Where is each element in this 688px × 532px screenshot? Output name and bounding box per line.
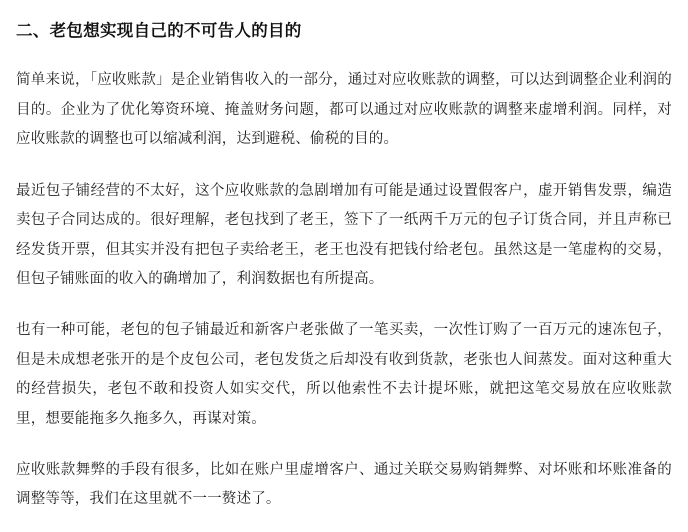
paragraph-1: 简单来说，「应收账款」是企业销售收入的一部分，通过对应收账款的调整，可以达到调整企业利润的目的。企业为了优化筹资环境、掩盖财务问题，都可以通过对应收账款的调整来虚增利润。同样，对应收账款的调整也可以缩减利润，达到避税、偷税的目的。 (16, 72, 672, 148)
paragraph-3: 也有一种可能，老包的包子铺最近和新客户老张做了一笔买卖，一次性订购了一百万元的速冻包子，但是未成想老张开的是个皮包公司，老包发货之后却没有收到货款，老张也人间蒸发。面对这种重大的经营损失，老包不敢和投资人如实交代，所以他索性不去计提坏账，就把这笔交易放在应收账款里，想要能拖多久拖多久，再谋对策。 (16, 322, 672, 427)
paragraph-4: 应收账款舞弊的手段有很多，比如在账户里虚增客户、通过关联交易购销舞弊、对坏账和坏账准备的调整等等，我们在这里就不一一赘述了。 (16, 462, 672, 508)
paragraph-2: 最近包子铺经营的不太好，这个应收账款的急剧增加有可能是通过设置假客户，虚开销售发票，编造卖包子合同达成的。很好理解，老包找到了老王，签下了一纸两千万元的包子订货合同，并且声称已经发货开票，但其实并没有把包子卖给老王，老王也没有把钱付给老包。虽然这是一笔虚构的交易，但包子铺账面的收入的确增加了，利润数据也有所提高。 (16, 182, 672, 287)
section-heading: 二、老包想实现自己的不可告人的目的 (16, 22, 302, 40)
